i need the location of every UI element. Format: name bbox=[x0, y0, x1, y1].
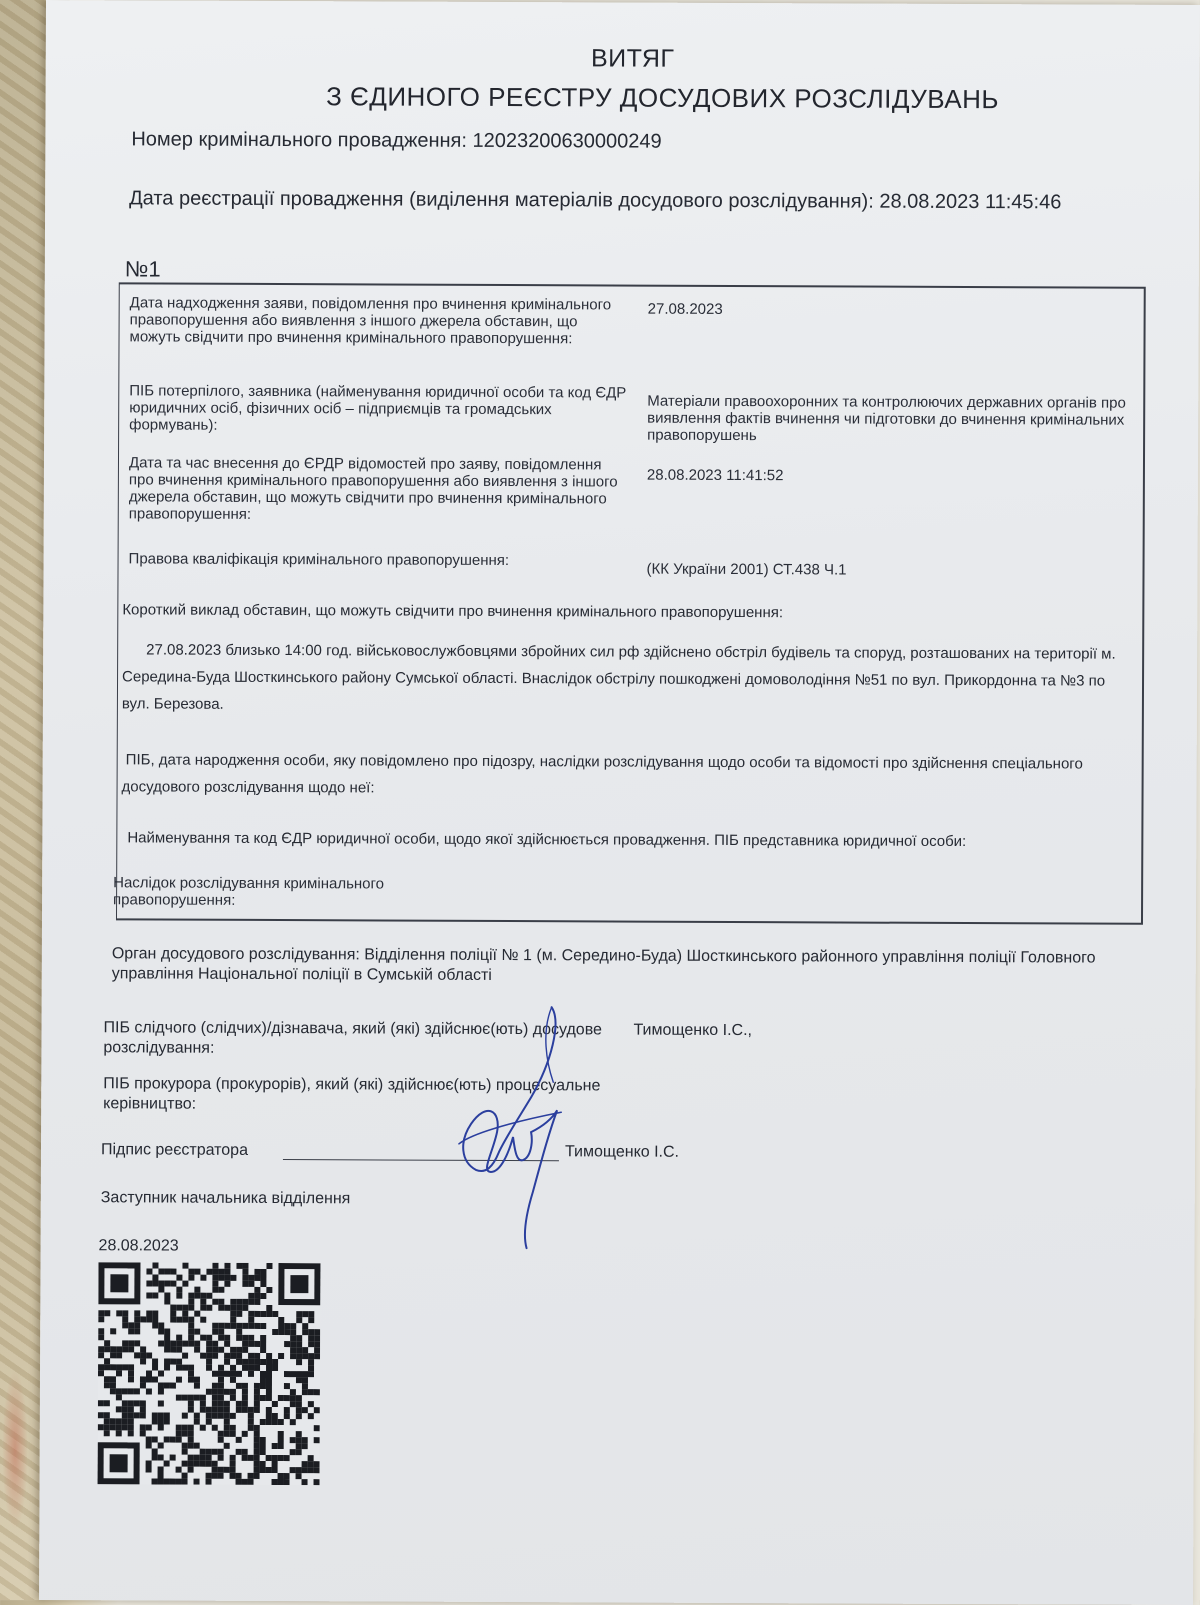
investigator-name: Тимощенко І.С., bbox=[633, 1021, 753, 1040]
qr-code bbox=[98, 1262, 321, 1485]
registrar-name: Тимощенко І.С. bbox=[564, 1143, 680, 1161]
document-subtitle: З ЄДИНОГО РЕЄСТРУ ДОСУДОВИХ РОЗСЛІДУВАНЬ bbox=[326, 81, 1000, 115]
investigator-label: ПІБ слідчого (слідчих)/дізнавача, який (які) здійснює(ють) досудове розслідування: bbox=[103, 1019, 602, 1057]
document-title: ВИТЯГ bbox=[590, 44, 675, 73]
background-stain bbox=[2, 1370, 28, 1530]
registration-date: Дата реєстрації провадження (виділення матеріалів досудового розслідування): 28.08.2023 11:45:46 bbox=[129, 187, 1062, 214]
summary-label: Короткий виклад обставин, що можуть свідчити про вчинення кримінального правопорушення: bbox=[122, 601, 784, 622]
registrar-signature-label: Підпис реєстратора bbox=[100, 1141, 249, 1159]
row-label-receipt-date: Дата надходження заяви, повідомлення про вчинення кримінального правопорушення або виявлення з іншого джерела обставин, що можуть свідчити про вчинення кримінального правопорушення: bbox=[129, 294, 612, 348]
row-value-victim: Матеріали правоохоронних та контролюючих державних органів про виявлення фактів вчинення чи підготовки до вчинення кримінальних правопорушень bbox=[647, 392, 1126, 445]
row-value-receipt-date: 27.08.2023 bbox=[647, 300, 723, 318]
row-label-victim: ПІБ потерпілого, заявника (найменування юридичної особи та код ЄДР юридичних осіб, фізичних осіб – підприємців та громадських формувань): bbox=[129, 382, 627, 434]
entry-number: №1 bbox=[124, 256, 161, 282]
investigation-body: Орган досудового розслідування: Відділення поліції № 1 (м. Середино-Буда) Шосткинського районного управління поліції Головного управління Національної поліції в Сумській області bbox=[111, 945, 1096, 984]
document-date: 28.08.2023 bbox=[98, 1237, 179, 1255]
deputy-title: Заступник начальника відділення bbox=[100, 1189, 351, 1208]
case-number: Номер кримінального провадження: 12023200630000249 bbox=[131, 128, 662, 153]
legal-entity-label: Найменування та код ЄДР юридичної особи, щодо якої здійснюється провадження. ПІБ представника юридичної особи: bbox=[127, 829, 967, 851]
row-value-entry-datetime: 28.08.2023 11:41:52 bbox=[646, 466, 784, 485]
handwritten-signature bbox=[401, 1002, 612, 1253]
outcome-label: Наслідок розслідування кримінального правопорушення: bbox=[113, 874, 385, 909]
summary-text: 27.08.2023 близько 14:00 год. військовослужбовцями збройних сил рф здійснено обстріл будівель та споруд, розташованих на території м. Середина-Буда Шосткинського району Сумської області. Внаслідок обстрілу пошкоджені домоволодіння №51 по вул. Прикордонна та №3 по вул. Березова. bbox=[121, 641, 1116, 713]
row-label-qualification: Правова кваліфікація кримінального правопорушення: bbox=[128, 550, 510, 570]
suspect-label: ПІБ, дата народження особи, яку повідомлено про підозру, наслідки розслідування щодо особи та відомості про здійснення спеціального досудового розслідування щодо неї: bbox=[121, 751, 1083, 797]
row-label-entry-datetime: Дата та час внесення до ЄРДР відомостей про заяву, повідомлення про вчинення кримінального правопорушення або виявлення з іншого джерела обставин, що можуть свідчити про вчинення кримінального правопорушення: bbox=[128, 454, 618, 523]
register-table bbox=[113, 282, 1146, 924]
document-page bbox=[39, 0, 1200, 1605]
row-value-qualification: (КК України 2001) СТ.438 Ч.1 bbox=[646, 560, 847, 579]
prosecutor-label: ПІБ прокурора (прокурорів), який (які) здійснює(ють) процесуальне керівництво: bbox=[103, 1075, 601, 1113]
document-paper bbox=[39, 0, 1200, 1605]
